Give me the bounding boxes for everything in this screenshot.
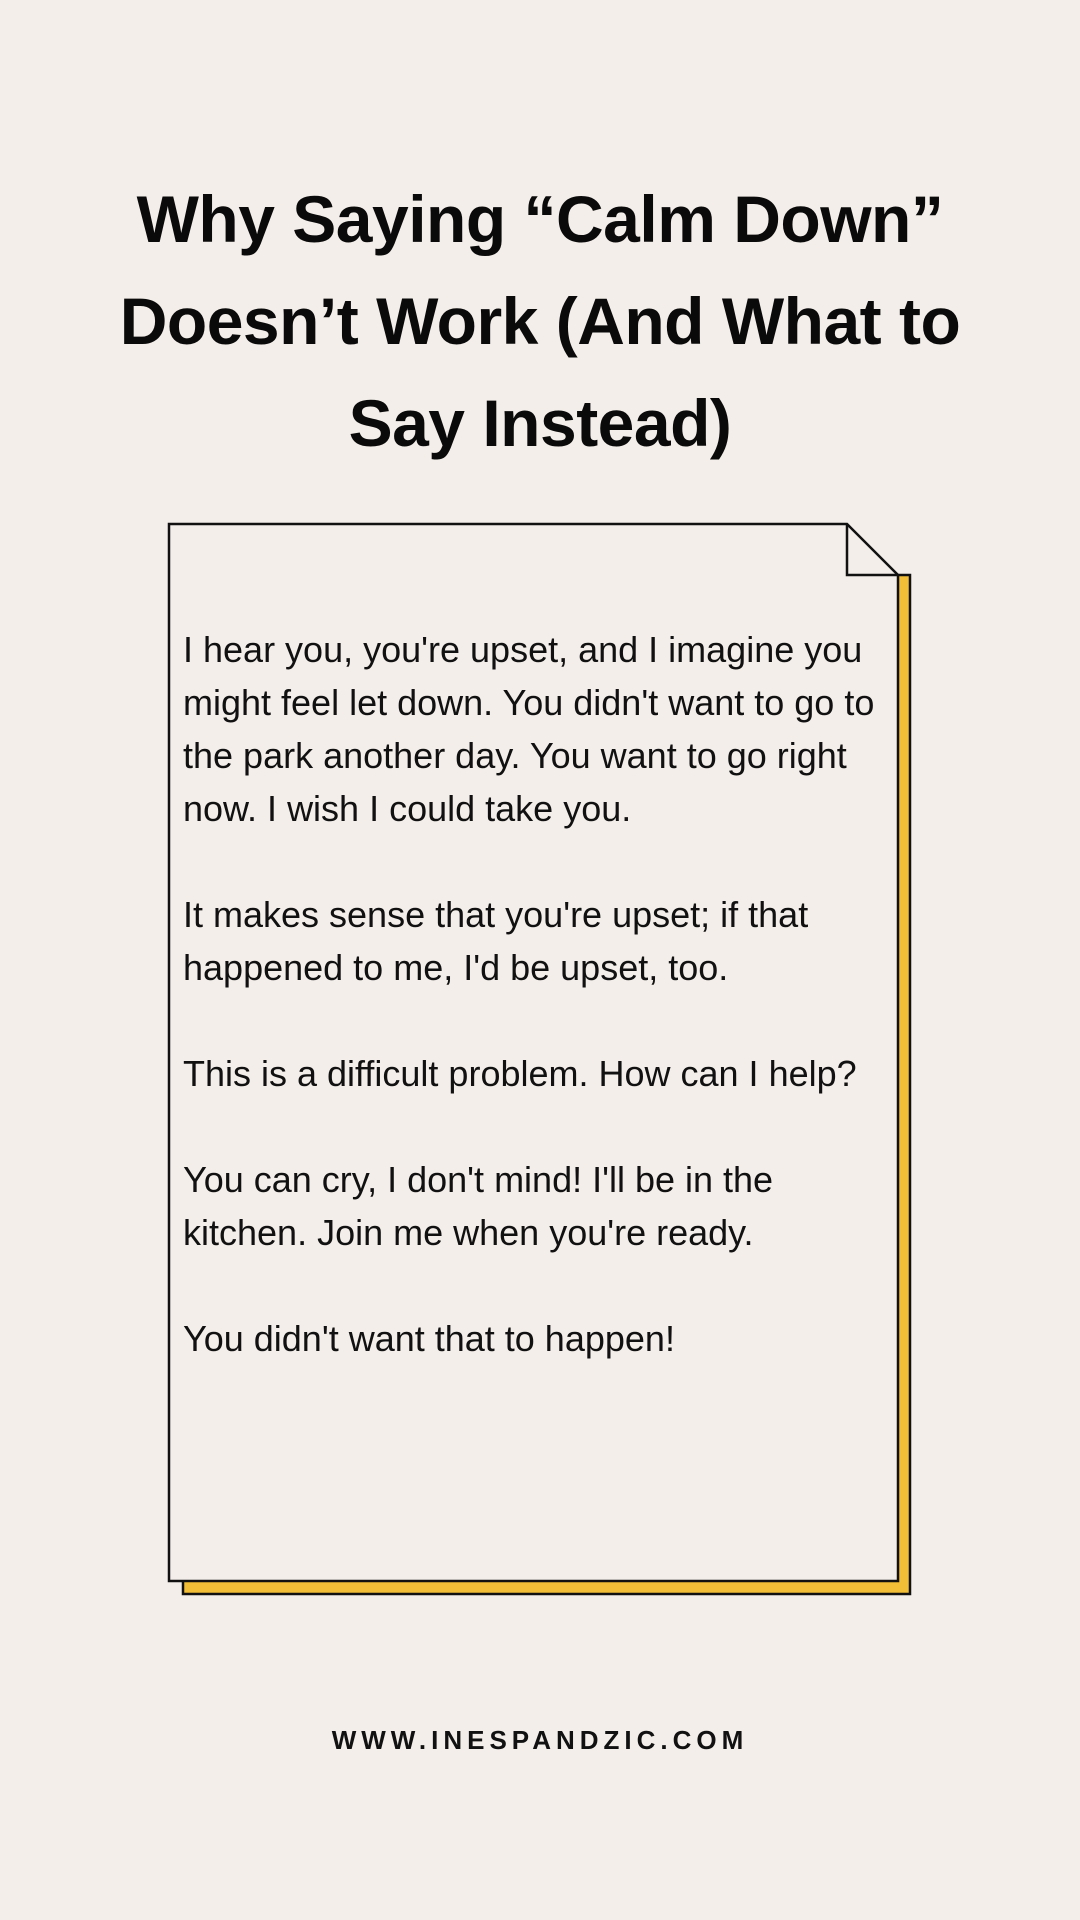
note-paragraph-3: This is a difficult problem. How can I help? <box>183 1053 857 1094</box>
title-line-1: Why Saying “Calm Down” <box>136 182 944 256</box>
website-url[interactable]: WWW.INESPANDZIC.COM <box>331 1725 749 1755</box>
note-paragraph-1: I hear you, you're upset, and I imagine you might feel let down. You didn't want to go to the park another day. You want to go right now. I wish I could take you. <box>183 629 875 829</box>
note-text <box>183 623 893 1418</box>
note-paragraph-4: You can cry, I don't mind! I'll be in the kitchen. Join me when you're ready. <box>183 1159 774 1253</box>
title-line-2: Doesn’t Work (And What to <box>119 284 961 358</box>
note-paragraph-5: You didn't want that to happen! <box>183 1318 675 1359</box>
title-line-3: Say Instead) <box>348 386 732 460</box>
note-paragraph-2: It makes sense that you're upset; if that happened to me, I'd be upset, too. <box>183 894 809 988</box>
